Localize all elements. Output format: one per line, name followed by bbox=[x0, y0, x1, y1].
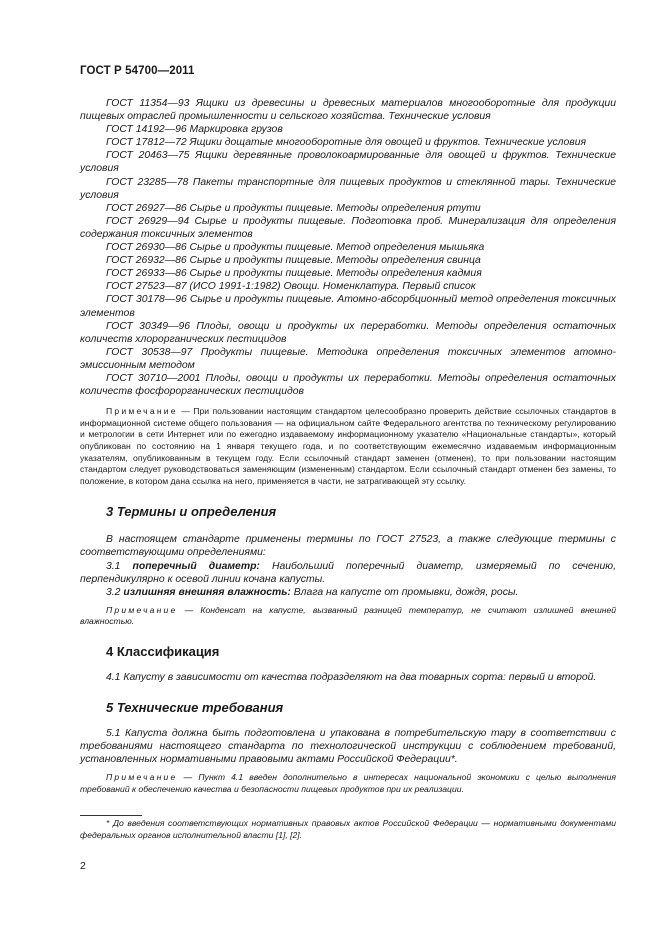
references-note bbox=[80, 406, 616, 487]
note-label: Примечание bbox=[106, 406, 178, 417]
reference-item: ГОСТ 30349—96 Плоды, овощи и продукты их переработки. Методы определения остаточных количеств хлорорганических пестицидов bbox=[80, 320, 616, 345]
term-definition: Наибольший поперечный диаметр, измеряемый по сечению, перпендикулярно к осевой линии кочана капусты. bbox=[80, 560, 616, 585]
reference-item: ГОСТ 30538—97 Продукты пищевые. Методика определения токсичных элементов атомно-эмиссионным методом bbox=[80, 346, 616, 371]
term-name: излишняя внешняя влажность: bbox=[123, 586, 291, 598]
section-3-intro: В настоящем стандарте применены термины по ГОСТ 27523, а также следующие термины с соответствующими определениями: bbox=[80, 534, 616, 559]
note-label: Примечание bbox=[106, 772, 178, 783]
reference-item: ГОСТ 30178—96 Сырье и продукты пищевые. Атомно-абсорбционный метод определения токсичных элементов bbox=[80, 294, 616, 319]
section-4-p1: 4.1 Капусту в зависимости от качества подразделяют на два товарных сорта: первый и второй. bbox=[106, 671, 597, 683]
term-name: поперечный диаметр: bbox=[132, 560, 260, 572]
section-3-body bbox=[80, 533, 616, 628]
reference-item: ГОСТ 11354—93 Ящики из древесины и древесных материалов многооборотные для продукции пищевых отраслей промышленности и сельского хозяйства. Технические условия bbox=[80, 98, 616, 123]
normative-references-list bbox=[80, 97, 616, 398]
reference-item: ГОСТ 17812—72 Ящики дощатые многооборотные для овощей и фруктов. Технические условия bbox=[106, 137, 587, 149]
section-5-note bbox=[80, 772, 616, 795]
reference-item: ГОСТ 26932—86 Сырье и продукты пищевые. Методы определения свинца bbox=[106, 255, 481, 267]
footnote: * До введения соответствующих нормативных правовых актов Российской Федерации — нормативными документами федеральных органов исполнительной власти [1], [2]. bbox=[80, 818, 616, 840]
note-text: — Конденсат на капусте, вызванный разницей температур, не считают излишней внешней влажностью. bbox=[80, 604, 616, 627]
term-3-2 bbox=[80, 586, 616, 599]
note-label: Примечание bbox=[106, 604, 178, 615]
term-number: 3.2 bbox=[106, 586, 121, 598]
page-content bbox=[80, 97, 616, 796]
page-number: 2 bbox=[80, 860, 86, 872]
footnote-divider bbox=[80, 815, 142, 816]
section-5-title: 5 Технические требования bbox=[106, 700, 284, 716]
reference-item: ГОСТ 30710—2001 Плоды, овощи и продукты их переработки. Методы определения остаточных количеств фосфорорганических пестицидов bbox=[80, 372, 616, 398]
section-3-note bbox=[80, 605, 616, 628]
reference-item: ГОСТ 26929—94 Сырье и продукты пищевые. Подготовка проб. Минерализация для определения содержания токсичных элементов bbox=[80, 215, 616, 240]
section-4-title: 4 Классификация bbox=[106, 643, 220, 659]
note-text: — Пункт 4.1 введен дополнительно в интересах национальной экономики с целью выполнения требований к обеспечению качества и безопасности пищевых продуктов при их реализации. bbox=[80, 772, 616, 794]
document-header: ГОСТ Р 54700—2011 bbox=[80, 65, 195, 77]
term-3-1 bbox=[80, 560, 616, 586]
reference-item: ГОСТ 27523—87 (ИСО 1991-1:1982) Овощи. Номенклатура. Первый список bbox=[106, 281, 476, 293]
section-5-p1: 5.1 Капуста должна быть подготовлена и упакована в потребительскую тару в соответствии с требованиями настоящего стандарта по технологической инструкции с соблюдением требований, установленных нормативными правовыми актами Российской Федерации*. bbox=[80, 728, 616, 766]
reference-item: ГОСТ 23285—78 Пакеты транспортные для пищевых продуктов и стеклянной тары. Технические условия bbox=[80, 176, 616, 201]
reference-item: ГОСТ 26933—86 Сырье и продукты пищевые. Методы определения кадмия bbox=[106, 268, 482, 280]
term-definition: Влага на капусте от промывки, дождя, росы. bbox=[293, 586, 519, 598]
reference-item: ГОСТ 26930—86 Сырье и продукты пищевые. Метод определения мышьяка bbox=[106, 242, 485, 254]
section-3-title: 3 Термины и определения bbox=[106, 504, 277, 520]
term-number: 3.1 bbox=[106, 560, 121, 572]
reference-item: ГОСТ 14192—96 Маркировка грузов bbox=[106, 124, 283, 136]
reference-item: ГОСТ 20463—75 Ящики деревянные проволокоармированные для овощей и фруктов. Технические условия bbox=[80, 150, 616, 175]
reference-item: ГОСТ 26927—86 Сырье и продукты пищевые. Методы определения ртути bbox=[106, 202, 481, 214]
note-text: — При пользовании настоящим стандартом целесообразно проверить действие ссылочных стандартов в информационной системе общего пользования — на официальном сайте Федерального агентства по техническому регулированию и метрологии в сети Интернет или по ежегодно издаваемому информационному указателю «Национальные стандарты», который опубликован по состоянию на 1 января текущего года, и по соответствующим ежемесячно издаваемым информационным указателям, опубликованным в текущем году. Если ссылочный стандарт заменен (отменен), то при пользовании настоящим стандартом следует руководствоваться заменяющим (измененным) стандартом. Если ссылочный стандарт отменен без замены, то положение, в котором дана ссылка на него, применяется в части, не затрагивающей эту ссылку. bbox=[80, 406, 617, 486]
